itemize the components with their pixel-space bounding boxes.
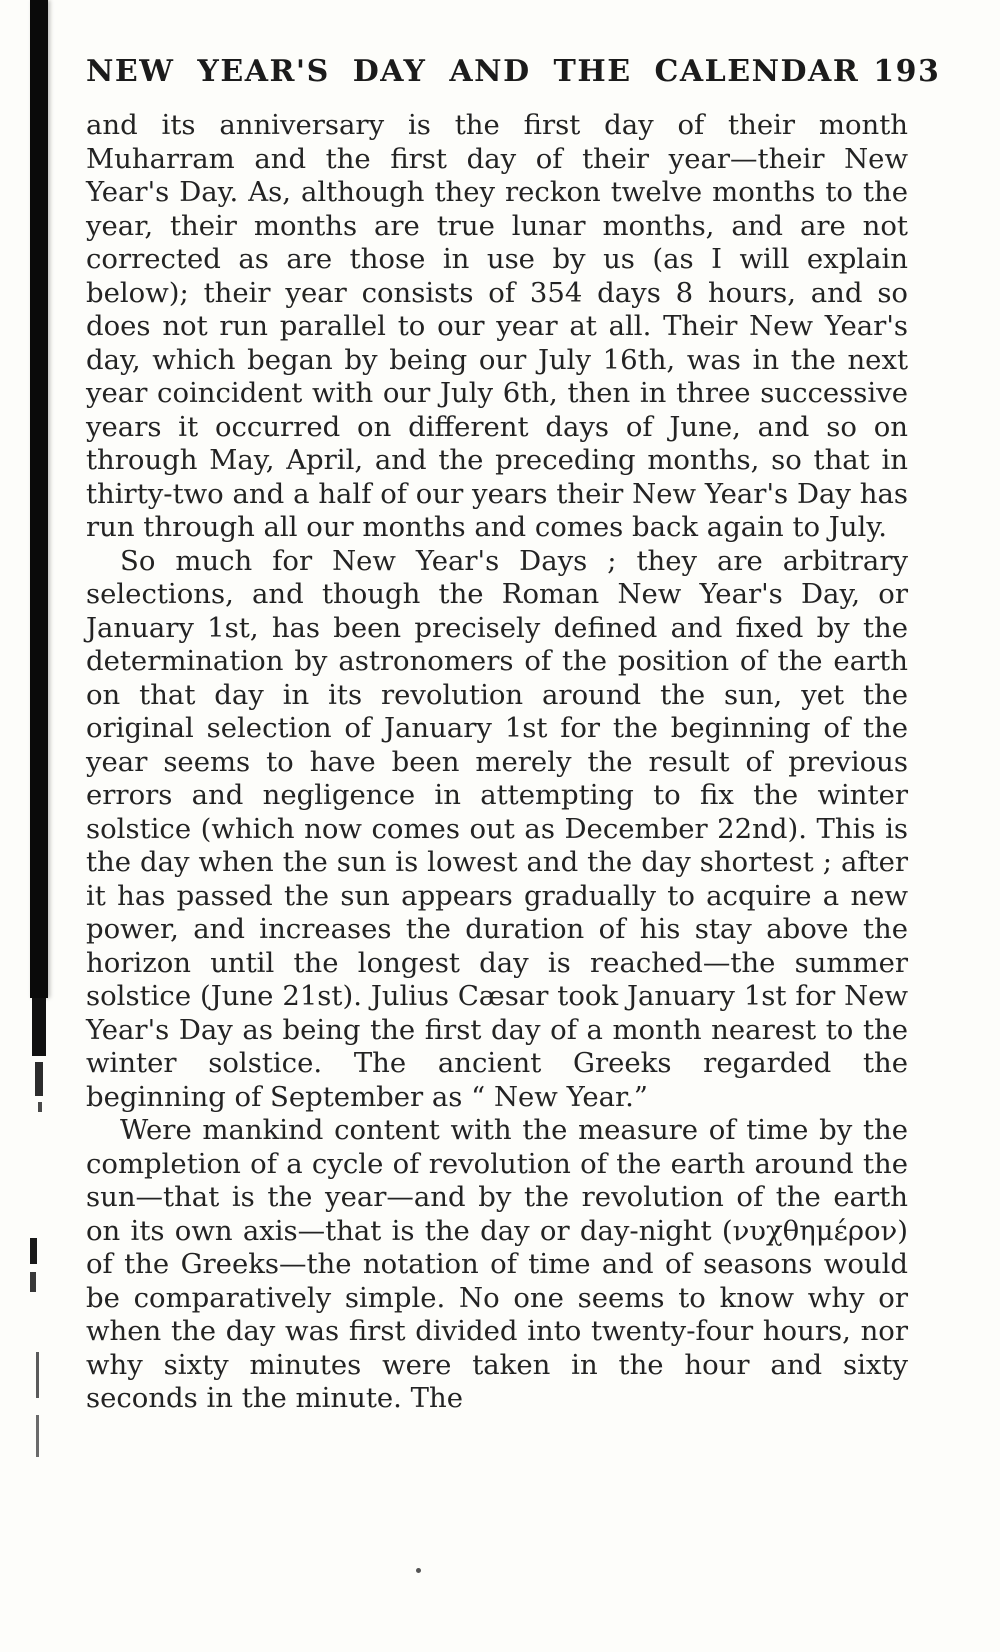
page-number: 193 xyxy=(873,54,941,89)
print-artifact-dot xyxy=(416,1568,421,1573)
binding-mark xyxy=(36,1352,39,1398)
binding-mark xyxy=(38,1102,42,1112)
paragraph-2: So much for New Year's Days ; they are arbitrary selections, and though the Roman New Year's Day, or January 1st, has been precisely defined and fixed by the determination by astronomers of the position of the earth on that day in its revolution around the sun, yet the original selection of January 1st for the beginning of the year seems to have been merely the result of previous errors and negligence in attempting to fix the winter solstice (which now comes out as December 22nd). This is the day when the sun is lowest and the day shortest ; after it has passed the sun appears gradually to acquire a new power, and increases the duration of his stay above the horizon until the longest day is reached—the summer solstice (June 21st). Julius Cæsar took January 1st for New Year's Day as being the first day of a month nearest to the winter solstice. The ancient Greeks regarded the beginning of September as “ New Year.” xyxy=(86,544,908,1113)
binding-mark xyxy=(30,1238,37,1264)
binding-mark xyxy=(32,998,46,1056)
body-text xyxy=(86,109,908,1416)
binding-mark xyxy=(35,1062,43,1096)
chapter-title: NEW YEAR'S DAY AND THE CALENDAR xyxy=(86,54,860,89)
paragraph-1: and its anniversary is the first day of their month Muharram and the first day of their year—their New Year's Day. As, although they reckon twelve months to the year, their months are true lunar months, and are not corrected as are those in use by us (as I will explain below); their year consists of 354 days 8 hours, and so does not run parallel to our year at all. Their New Year's day, which began by being our July 16th, was in the next year coincident with our July 6th, then in three successive years it occurred on different days of June, and so on through May, April, and the preceding months, so that in thirty-two and a half of our years their New Year's Day has run through all our months and comes back again to July. xyxy=(86,109,908,543)
running-header xyxy=(86,54,941,89)
paragraph-3: Were mankind content with the measure of time by the completion of a cycle of revolution of the earth around the sun—that is the year—and by the revolution of the earth on its own axis—that is the day or day-night (νυχθημέρον) of the Greeks—the notation of time and of seasons would be comparatively simple. No one seems to know why or when the day was first divided into twenty-four hours, nor why sixty minutes were taken in the hour and sixty seconds in the minute. The xyxy=(86,1114,908,1414)
binding-mark xyxy=(36,1415,39,1457)
binding-shadow-bar xyxy=(30,0,48,998)
page-content xyxy=(86,54,941,1416)
binding-mark xyxy=(30,1272,36,1292)
